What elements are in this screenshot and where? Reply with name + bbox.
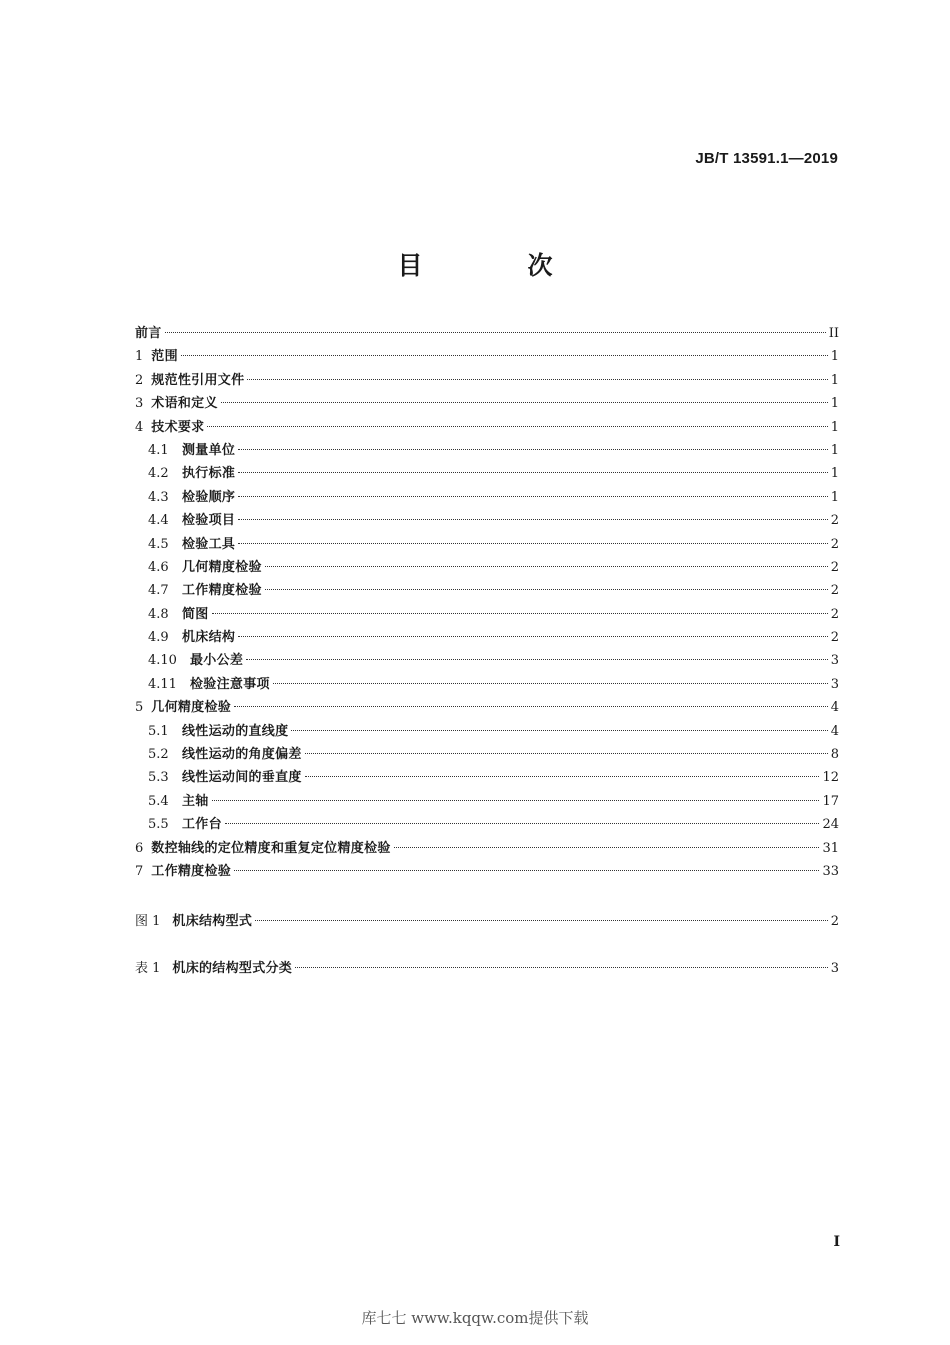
toc-entry[interactable] xyxy=(135,369,839,392)
toc-entry-number: 4.1 xyxy=(148,442,169,458)
toc-entry-page: 3 xyxy=(830,961,839,976)
dot-leader xyxy=(238,472,828,473)
toc-entry-label: 工作台 xyxy=(182,817,222,833)
toc-entry-label: 执行标准 xyxy=(182,466,236,482)
dot-leader xyxy=(265,589,828,590)
toc-entry-label: 几何精度检验 xyxy=(182,559,262,575)
toc-entry-label: 工作精度检验 xyxy=(151,863,232,879)
toc-entry-page: 1 xyxy=(830,442,839,458)
toc-entry-page: 1 xyxy=(830,396,839,412)
toc-entry-number: 4.8 xyxy=(148,606,169,622)
toc-entry[interactable] xyxy=(135,673,839,696)
toc-entry-page: 12 xyxy=(822,770,839,786)
toc-entry[interactable] xyxy=(135,837,839,860)
toc-entry-label: 机床结构型式 xyxy=(172,914,253,929)
dot-leader xyxy=(221,402,828,403)
toc-entry-page: 8 xyxy=(830,747,839,763)
toc-entry[interactable] xyxy=(135,439,839,462)
toc-entry-label: 线性运动间的垂直度 xyxy=(182,770,302,786)
toc-entry-page: 1 xyxy=(830,466,839,482)
toc-entry-label: 检验顺序 xyxy=(182,489,236,505)
dot-leader xyxy=(238,496,828,497)
standard-code: JB/T 13591.1—2019 xyxy=(695,150,838,167)
toc-entry-number: 1 xyxy=(135,349,144,365)
toc-entry[interactable] xyxy=(135,790,839,813)
dot-leader xyxy=(255,920,828,921)
toc-entry-number: 6 xyxy=(135,840,144,856)
dot-leader xyxy=(234,870,819,871)
dot-leader xyxy=(305,776,820,777)
toc-entry[interactable] xyxy=(135,957,839,980)
toc-entry-number: 5.1 xyxy=(148,723,169,739)
toc-entry-label: 检验项目 xyxy=(182,513,236,529)
toc-entry[interactable] xyxy=(135,509,839,532)
toc-entry-page: 2 xyxy=(830,583,839,599)
toc-entry-label: 几何精度检验 xyxy=(151,700,232,716)
toc-entry[interactable] xyxy=(135,579,839,602)
toc-entry-number: 5.3 xyxy=(148,770,169,786)
toc-entry-page: 1 xyxy=(830,419,839,435)
toc-entry-label: 最小公差 xyxy=(190,653,244,669)
toc-entry-number: 4.7 xyxy=(148,583,169,599)
dot-leader xyxy=(225,823,820,824)
toc-entry-number: 图 1 xyxy=(135,914,161,929)
dot-leader xyxy=(212,613,828,614)
toc-entry-number: 4 xyxy=(135,419,144,435)
list-of-tables xyxy=(135,957,839,980)
toc-entry[interactable] xyxy=(135,743,839,766)
toc-entry-label: 机床结构 xyxy=(182,630,236,646)
toc-entry-label: 技术要求 xyxy=(151,419,205,435)
toc-entry-number: 5.2 xyxy=(148,747,169,763)
toc-entry[interactable] xyxy=(135,392,839,415)
toc-entry-label: 范围 xyxy=(151,349,178,365)
page-number: I xyxy=(833,1234,840,1250)
dot-leader xyxy=(291,730,827,731)
toc-entry-page: 2 xyxy=(830,513,839,529)
toc-entry[interactable] xyxy=(135,603,839,626)
toc-entry-page: 1 xyxy=(830,372,839,388)
toc-entry-number: 4.11 xyxy=(148,676,177,692)
toc-entry-number: 表 1 xyxy=(135,961,161,976)
toc-entry-page: 2 xyxy=(830,914,839,929)
dot-leader xyxy=(394,847,820,848)
toc-entry-number: 4.3 xyxy=(148,489,169,505)
toc-entry-label: 前言 xyxy=(135,326,162,341)
toc-entry[interactable] xyxy=(135,649,839,672)
dot-leader xyxy=(165,332,826,333)
toc-entry-page: 3 xyxy=(830,676,839,692)
toc-entry-label: 检验注意事项 xyxy=(190,676,270,692)
toc-entry-page: 24 xyxy=(822,817,839,833)
dot-leader xyxy=(207,426,827,427)
toc-entry-page: 17 xyxy=(822,793,839,809)
toc-entry-label: 术语和定义 xyxy=(151,396,218,412)
toc-entry-number: 4.5 xyxy=(148,536,169,552)
toc-entry-number: 5 xyxy=(135,700,144,716)
toc-entry-label: 主轴 xyxy=(182,793,209,809)
toc-entry[interactable] xyxy=(135,910,839,933)
toc-entry-number: 4.2 xyxy=(148,466,169,482)
toc-entry-page: 4 xyxy=(830,723,839,739)
toc-entry-number: 4.4 xyxy=(148,513,169,529)
toc-entry[interactable] xyxy=(135,322,839,345)
dot-leader xyxy=(234,706,828,707)
toc-entry-number: 4.10 xyxy=(148,653,177,669)
toc-entry[interactable] xyxy=(135,533,839,556)
toc-entry[interactable] xyxy=(135,416,839,439)
dot-leader xyxy=(273,683,828,684)
toc-entry[interactable] xyxy=(135,462,839,485)
toc-entry[interactable] xyxy=(135,345,839,368)
watermark-text: 库七七 www.kqqw.com提供下载 xyxy=(361,1309,589,1327)
toc-entry-number: 5.4 xyxy=(148,793,169,809)
toc-entry-label: 工作精度检验 xyxy=(182,583,262,599)
toc-entry-page: 31 xyxy=(822,840,839,856)
toc-entry[interactable] xyxy=(135,813,839,836)
dot-leader xyxy=(295,967,828,968)
dot-leader xyxy=(247,379,827,380)
toc-entry[interactable] xyxy=(135,556,839,579)
dot-leader xyxy=(181,355,828,356)
toc-entry-label: 数控轴线的定位精度和重复定位精度检验 xyxy=(151,840,391,856)
toc-entry-page: 33 xyxy=(822,863,839,879)
table-of-contents xyxy=(135,322,839,883)
dot-leader xyxy=(238,543,828,544)
toc-entry-page: II xyxy=(828,326,839,341)
toc-entry-page: 1 xyxy=(830,489,839,505)
toc-entry-label: 线性运动的角度偏差 xyxy=(182,747,302,763)
toc-entry-label: 简图 xyxy=(182,606,209,622)
toc-entry-number: 4.9 xyxy=(148,630,169,646)
toc-entry-page: 2 xyxy=(830,559,839,575)
toc-entry-label: 机床的结构型式分类 xyxy=(172,961,293,976)
toc-entry-number: 3 xyxy=(135,396,144,412)
dot-leader xyxy=(238,519,828,520)
toc-entry-label: 线性运动的直线度 xyxy=(182,723,289,739)
toc-entry-page: 2 xyxy=(830,536,839,552)
toc-entry-label: 检验工具 xyxy=(182,536,236,552)
toc-entry-label: 测量单位 xyxy=(182,442,236,458)
toc-entry[interactable] xyxy=(135,860,839,883)
toc-entry-number: 5.5 xyxy=(148,817,169,833)
toc-entry-page: 3 xyxy=(830,653,839,669)
dot-leader xyxy=(265,566,828,567)
list-of-figures xyxy=(135,910,839,933)
toc-entry-page: 2 xyxy=(830,630,839,646)
toc-entry[interactable] xyxy=(135,486,839,509)
toc-entry-number: 2 xyxy=(135,372,144,388)
toc-entry-page: 2 xyxy=(830,606,839,622)
toc-entry-page: 4 xyxy=(830,700,839,716)
toc-entry[interactable] xyxy=(135,626,839,649)
toc-entry-page: 1 xyxy=(830,349,839,365)
toc-entry-number: 7 xyxy=(135,863,144,879)
toc-entry[interactable] xyxy=(135,696,839,719)
toc-entry-number: 4.6 xyxy=(148,559,169,575)
dot-leader xyxy=(238,636,828,637)
toc-entry[interactable] xyxy=(135,720,839,743)
page-title: 目 次 xyxy=(397,251,593,280)
dot-leader xyxy=(212,800,820,801)
dot-leader xyxy=(238,449,828,450)
dot-leader xyxy=(246,659,828,660)
dot-leader xyxy=(305,753,828,754)
toc-entry[interactable] xyxy=(135,766,839,789)
toc-entry-label: 规范性引用文件 xyxy=(151,372,245,388)
